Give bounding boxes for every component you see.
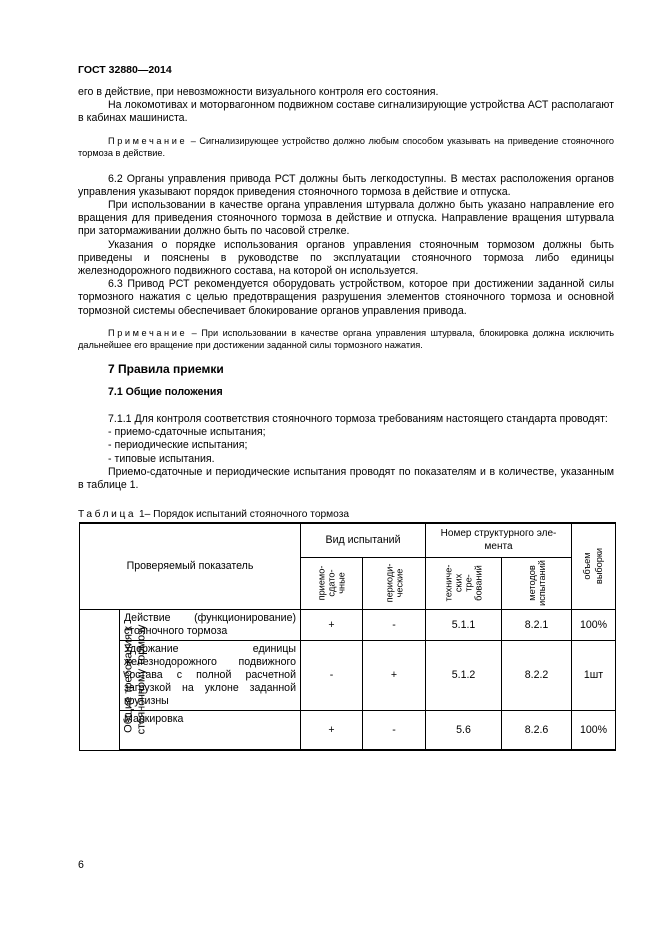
cell-tech: 5.6 xyxy=(426,710,502,750)
document-header: ГОСТ 32880—2014 xyxy=(78,64,172,76)
header-periodic: периоди- ческие xyxy=(363,557,426,609)
paragraph: 6.3 Привод РСТ рекомендуется оборудовать устройством, которое при достижении заданной силы тормозного нажатия с целью предотвращения разрушения элементов стояночного тормоза и основной тормозной системы обеспечивает блокирование органов управления привода. xyxy=(78,278,614,317)
note-label: Примечание xyxy=(108,327,188,338)
cell-periodic: - xyxy=(363,710,426,750)
paragraph: его в действие, при невозможности визуального контроля его состояния. xyxy=(78,86,439,98)
cell-volume: 1шт xyxy=(572,640,616,710)
cell-periodic: - xyxy=(363,609,426,640)
paragraph: 7.1.1 Для контроля соответствия стояночного тормоза требованиям настоящего стандарта проводят: xyxy=(108,413,608,426)
table-caption xyxy=(78,509,349,520)
cell-method: 8.2.2 xyxy=(502,640,572,710)
note-text: – При использовании в качестве органа управления штурвала, блокировка должна исключить дальнейшее его вращение при достижении заданной силы тормозного нажатия. xyxy=(78,327,614,350)
row-indicator: Действие (функционирование) стояночного тормоза xyxy=(120,609,301,640)
header-test-methods: методов испытаний xyxy=(502,557,572,609)
list-item: - периодические испытания; xyxy=(108,439,248,452)
body-text xyxy=(78,86,614,492)
table-row xyxy=(80,640,616,710)
cell-method: 8.2.1 xyxy=(502,609,572,640)
cell-volume: 100% xyxy=(572,710,616,750)
cell-volume: 100% xyxy=(572,609,616,640)
list-item: - приемо-сдаточные испытания; xyxy=(108,426,266,439)
header-test-type: Вид испытаний xyxy=(301,523,426,557)
test-order-table xyxy=(79,522,616,751)
paragraph: Указания о порядке использования органов управления стояночным тормозом должны быть приведены и пояснены в руководстве по эксплуатации стояночного тормоза либо единицы железнодорожного подвижного состава, на которой он используется. xyxy=(78,238,614,278)
paragraph: На локомотивах и моторвагонном подвижном составе сигнализирующие устройства АСТ располагают в кабинах машиниста. xyxy=(78,99,614,125)
header-indicator: Проверяемый показатель xyxy=(80,523,301,609)
cell-tech: 5.1.1 xyxy=(426,609,502,640)
row-indicator: Удержание единицы железнодорожного подвижного состава с полной расчетной загрузкой на уклоне заданной крутизны xyxy=(120,640,301,710)
group-label: Общие требования к стояночному тормозу xyxy=(80,609,120,750)
note xyxy=(78,327,614,351)
list-item: - типовые испытания. xyxy=(108,452,215,465)
note-label: Примечание xyxy=(108,135,188,146)
cell-acceptance: - xyxy=(301,640,363,710)
header-acceptance: приемо- сдато- чные xyxy=(301,557,363,609)
paragraph: Приемо-сдаточные и периодические испытания проводят по показателям и в количестве, указанным в таблице 1. xyxy=(78,465,614,492)
section-heading: 7 Правила приемки xyxy=(108,361,224,376)
caption-text: 1– Порядок испытаний стояночного тормоза xyxy=(136,509,350,520)
cell-tech: 5.1.2 xyxy=(426,640,502,710)
cell-acceptance: + xyxy=(301,609,363,640)
table-row xyxy=(80,710,616,750)
header-sample-volume: объем выборки xyxy=(572,523,616,609)
header-tech-requirements: техниче- ских тре- бований xyxy=(426,557,502,609)
cell-periodic: + xyxy=(363,640,426,710)
cell-acceptance: + xyxy=(301,710,363,750)
paragraph: При использовании в качестве органа управления штурвала должно быть указано направление его вращения для приведения стояночного тормоза в действие и отпуска. Направление вращения штурвала при затормаживании должно быть по часовой стрелке. xyxy=(78,199,614,238)
note xyxy=(78,135,614,159)
subsection-heading: 7.1 Общие положения xyxy=(108,385,223,398)
page-number: 6 xyxy=(78,859,84,871)
caption-label: Таблица xyxy=(78,509,137,520)
row-indicator: Маркировка xyxy=(120,710,301,750)
note-text: – Сигнализирующее устройство должно любым способом указывать на приведение стояночного тормоза в действие. xyxy=(78,135,614,158)
table-row xyxy=(80,609,616,640)
paragraph: 6.2 Органы управления привода РСТ должны быть легкодоступны. В местах расположения органов управления указывают порядок приведения стояночного тормоза в действие и отпуска. xyxy=(78,172,614,198)
header-structural-element: Номер структурного эле- мента xyxy=(426,523,572,557)
cell-method: 8.2.6 xyxy=(502,710,572,750)
